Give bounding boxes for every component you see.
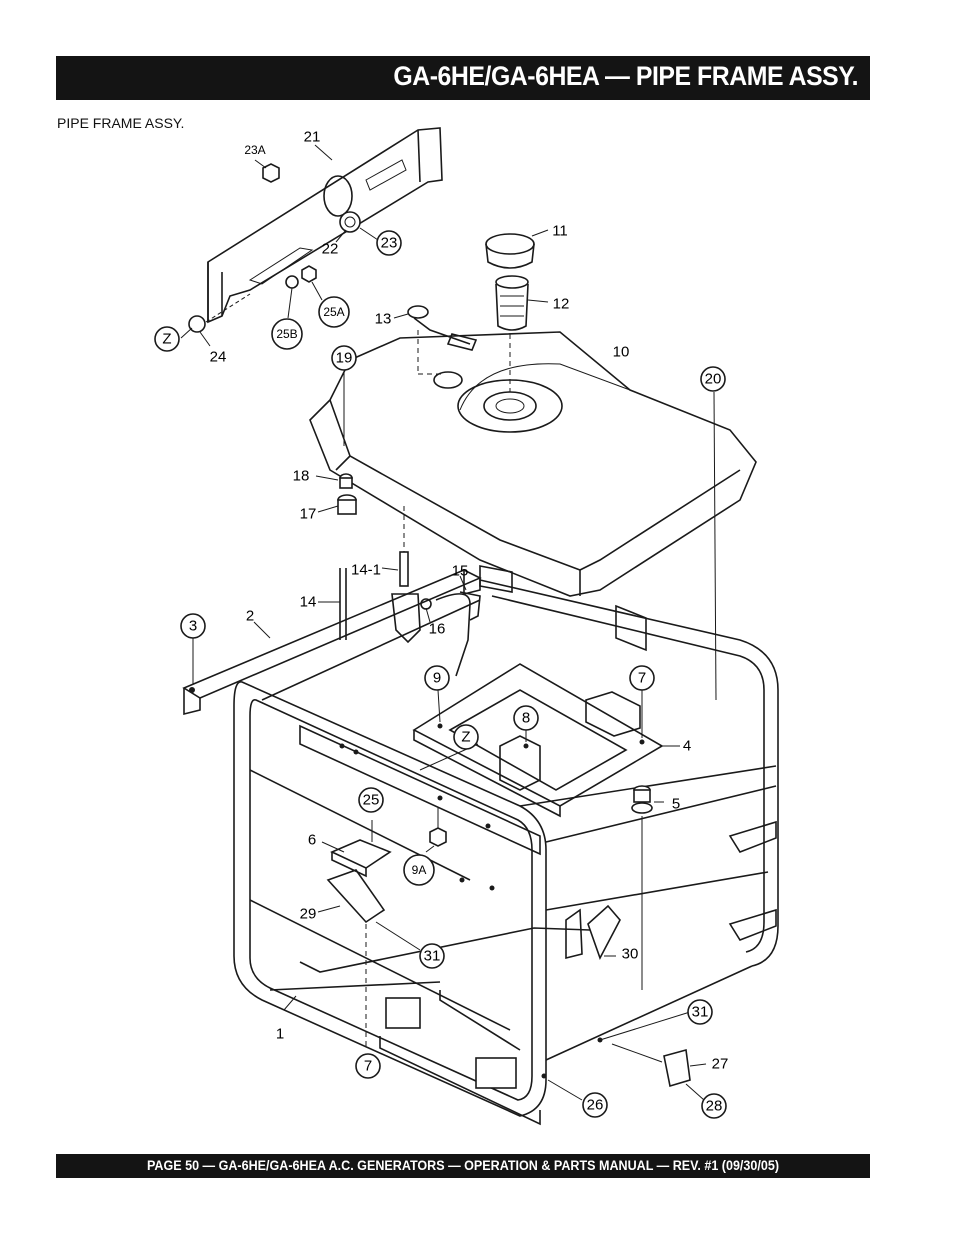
svg-text:5: 5 xyxy=(671,795,681,813)
callout-z-top xyxy=(155,327,179,351)
callout-23a xyxy=(244,143,265,157)
svg-text:24: 24 xyxy=(209,348,227,366)
svg-text:Z: Z xyxy=(162,330,172,348)
callout-24 xyxy=(210,349,227,366)
svg-text:29: 29 xyxy=(299,905,317,923)
svg-text:21: 21 xyxy=(303,128,321,146)
callout-6 xyxy=(308,832,316,849)
svg-text:17: 17 xyxy=(299,505,317,523)
callout-14-1 xyxy=(351,562,381,579)
callout-30 xyxy=(622,946,639,963)
svg-text:27: 27 xyxy=(711,1055,729,1073)
page-title: GA-6HE/GA-6HEA — PIPE FRAME ASSY. xyxy=(393,61,858,91)
side-rail xyxy=(184,570,480,714)
callout-25b xyxy=(272,319,302,349)
callout-28 xyxy=(702,1094,726,1118)
svg-text:6: 6 xyxy=(307,831,317,849)
callout-15 xyxy=(452,563,469,580)
svg-text:9: 9 xyxy=(432,669,442,687)
svg-text:3: 3 xyxy=(188,617,198,635)
svg-text:22: 22 xyxy=(321,240,339,258)
svg-text:16: 16 xyxy=(428,620,446,638)
callout-5 xyxy=(672,796,680,813)
svg-text:1: 1 xyxy=(275,1025,285,1043)
svg-text:19: 19 xyxy=(335,349,353,367)
callout-22 xyxy=(322,241,339,258)
svg-text:14-1: 14-1 xyxy=(350,561,382,579)
svg-text:30: 30 xyxy=(621,945,639,963)
callout-27 xyxy=(712,1056,729,1073)
callout-31-right xyxy=(688,1000,712,1024)
svg-text:20: 20 xyxy=(704,370,722,388)
svg-text:10: 10 xyxy=(612,343,630,361)
svg-text:14: 14 xyxy=(299,593,317,611)
callout-13 xyxy=(375,311,392,328)
footer-bar xyxy=(56,1154,870,1178)
svg-text:12: 12 xyxy=(552,295,570,313)
svg-text:31: 31 xyxy=(423,947,441,965)
callout-3 xyxy=(181,614,205,638)
callout-2 xyxy=(246,608,254,625)
svg-text:18: 18 xyxy=(292,467,310,485)
callout-26 xyxy=(583,1093,607,1117)
mount-brackets xyxy=(318,808,690,1048)
svg-text:28: 28 xyxy=(705,1097,723,1115)
svg-text:23A: 23A xyxy=(244,143,266,157)
svg-text:26: 26 xyxy=(586,1096,604,1114)
footer-text: PAGE 50 — GA-6HE/GA-6HEA A.C. GENERATORS — OPERATION & PARTS MANUAL — REV. #1 (09/30/05) xyxy=(146,1158,780,1173)
callout-14 xyxy=(300,594,317,611)
svg-text:7: 7 xyxy=(363,1057,373,1075)
callout-19 xyxy=(332,346,356,370)
callout-8 xyxy=(514,706,538,730)
callout-9 xyxy=(425,666,449,690)
callout-7-bottom xyxy=(356,1054,380,1078)
fuel-valve-assembly xyxy=(318,506,480,676)
callout-31-left xyxy=(420,944,444,968)
callout-7-top xyxy=(630,666,654,690)
callout-21 xyxy=(304,129,321,146)
callout-16 xyxy=(429,621,446,638)
svg-text:25A: 25A xyxy=(323,305,345,319)
bracket-part xyxy=(208,128,442,322)
callout-12 xyxy=(553,296,570,313)
svg-text:25B: 25B xyxy=(276,327,298,341)
section-subtitle: PIPE FRAME ASSY. xyxy=(57,115,185,131)
callout-20 xyxy=(701,367,725,391)
svg-text:11: 11 xyxy=(552,222,568,240)
svg-text:4: 4 xyxy=(682,737,692,755)
callout-25a xyxy=(319,297,349,327)
svg-text:31: 31 xyxy=(691,1003,709,1021)
callout-25 xyxy=(359,788,383,812)
callout-10 xyxy=(613,344,630,361)
svg-text:2: 2 xyxy=(245,607,255,625)
callout-z-middle xyxy=(454,725,478,749)
callout-29 xyxy=(300,906,317,923)
fuel-cap-and-strainer xyxy=(394,230,548,392)
svg-text:25: 25 xyxy=(362,791,380,809)
callout-11 xyxy=(552,223,568,240)
callout-4 xyxy=(683,738,691,755)
svg-text:13: 13 xyxy=(374,310,392,328)
callout-9a xyxy=(404,855,434,885)
callout-18 xyxy=(293,468,310,485)
callout-17 xyxy=(300,506,317,523)
svg-text:23: 23 xyxy=(380,234,398,252)
callout-23 xyxy=(377,231,401,255)
svg-text:15: 15 xyxy=(451,562,469,580)
svg-text:9A: 9A xyxy=(411,863,427,877)
svg-text:7: 7 xyxy=(637,669,647,687)
svg-text:Z: Z xyxy=(461,728,471,746)
tank-mount-parts xyxy=(316,372,716,700)
fuel-tank xyxy=(310,332,756,596)
svg-text:8: 8 xyxy=(521,709,531,727)
callout-1 xyxy=(276,1026,284,1043)
